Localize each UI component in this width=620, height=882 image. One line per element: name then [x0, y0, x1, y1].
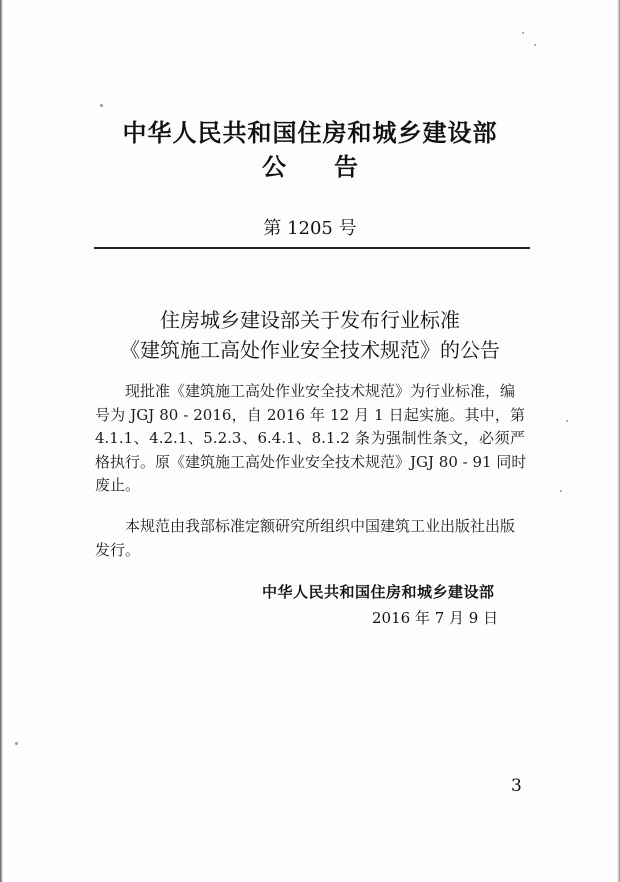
document-number: 第 1205 号: [263, 218, 357, 239]
scan-speck: [100, 104, 103, 107]
paragraph-line: 废止。: [95, 476, 141, 494]
notice-label: [0, 147, 620, 182]
notice-label-char-2: 告: [334, 153, 358, 181]
paragraph-line: 现批准《建筑施工高处作业安全技术规范》为行业标准，编: [125, 382, 516, 400]
paragraph-line: 格执行。原《建筑施工高处作业安全技术规范》JGJ 80 - 91 同时: [95, 452, 527, 471]
scan-speck: [560, 490, 562, 492]
signature-date: 2016 年 7 月 9 日: [372, 609, 499, 627]
title-line-1: 住房城乡建设部关于发布行业标准: [160, 308, 460, 332]
paragraph-line: 发行。: [95, 540, 141, 559]
paragraph-line: 号为 JGJ 80 - 2016，自 2016 年 12 月 1 日起实施。其中，第: [95, 405, 525, 424]
notice-label-char-1: 公: [262, 153, 286, 181]
paragraph-line: 本规范由我部标准定额研究所组织中国建筑工业出版社出版: [125, 517, 516, 535]
scan-speck: [534, 44, 536, 46]
signature-organization: 中华人民共和国住房和城乡建设部: [262, 583, 495, 601]
issuer-heading: 中华人民共和国住房和城乡建设部: [122, 119, 498, 147]
header-divider: [94, 247, 530, 249]
paragraph-line: 4.1.1、4.2.1、5.2.3、6.4.1、8.1.2 条为强制性条文，必须严: [95, 429, 525, 447]
body-paragraph-1: [95, 380, 525, 498]
page-number: 3: [511, 776, 522, 796]
scan-speck: [566, 420, 568, 422]
body-paragraph-2: [95, 515, 525, 562]
scan-speck: [522, 32, 524, 34]
title-line-2: 《建筑施工高处作业安全技术规范》的公告: [120, 338, 500, 362]
scan-speck: [15, 742, 18, 745]
